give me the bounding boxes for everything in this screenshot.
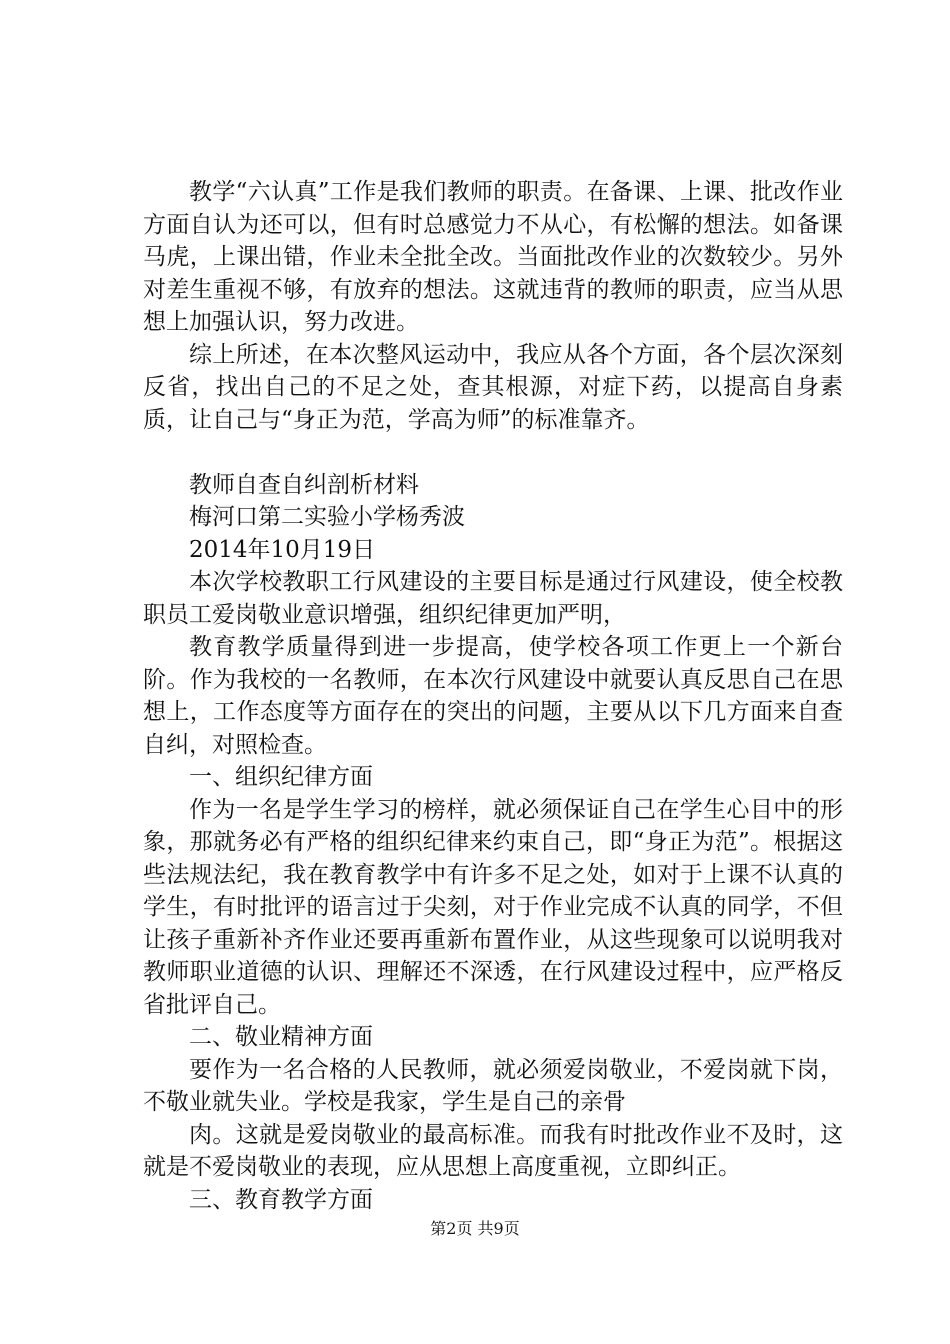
paragraph-summary: 综上所述，在本次整风运动中，我应从各个方面，各个层次深刻反省，找出自己的不足之处，查其根源，对症下药，以提高自身素质，让自己与“身正为范，学高为师”的标准靠齐。 bbox=[143, 341, 843, 433]
paragraph-dedication-2: 肉。这就是爱岗敬业的最高标准。而我有时批改作业不及时，这就是不爱岗敬业的表现，应从思想上高度重视，立即纠正。 bbox=[143, 1121, 843, 1180]
document-body bbox=[143, 176, 843, 1216]
paragraph-goal: 本次学校教职工行风建设的主要目标是通过行风建设，使全校教职员工爱岗敬业意识增强，组织纪律更加严明， bbox=[143, 569, 843, 628]
document-author: 梅河口第二实验小学杨秀波 bbox=[189, 504, 465, 530]
paragraph-discipline: 作为一名是学生学习的榜样，就必须保证自己在学生心目中的形象，那就务必有严格的组织纪律来约束自己，即“身正为范”。根据这些法规法纪，我在教育教学中有许多不足之处，如对于上课不认真的学生，有时批评的语言过于尖刻，对于作业完成不认真的同学，不但让孩子重新补齐作业还要再重新布置作业，从这些现象可以说明我对教师职业道德的认识、理解还不深透，在行风建设过程中，应严格反省批评自己。 bbox=[143, 796, 843, 1018]
paragraph-quality: 教育教学质量得到进一步提高，使学校各项工作更上一个新台阶。作为我校的一名教师，在本次行风建设中就要认真反思自己在思想上，工作态度等方面存在的突出的问题，主要从以下几方面来自查自纠，对照检查。 bbox=[143, 634, 843, 758]
section-gap bbox=[143, 436, 843, 469]
document-date: 2014年10月19日 bbox=[189, 536, 376, 563]
page-number-footer: 第2页 共9页 bbox=[430, 1219, 520, 1238]
heading-dedication: 二、敬业精神方面 bbox=[189, 1024, 373, 1050]
paragraph-dedication-1: 要作为一名合格的人民教师，就必须爱岗敬业，不爱岗就下岗，不敬业就失业。学校是我家，学生是自己的亲骨 bbox=[143, 1056, 843, 1115]
heading-discipline: 一、组织纪律方面 bbox=[189, 764, 373, 790]
document-title: 教师自查自纠剖析材料 bbox=[189, 471, 419, 498]
paragraph-six-conscientious: 教学“六认真”工作是我们教师的职责。在备课、上课、批改作业方面自认为还可以，但有时总感觉力不从心，有松懈的想法。如备课马虎，上课出错，作业未全批全改。当面批改作业的次数较少。另外对差生重视不够，有放弃的想法。这就违背的教师的职责，应当从思想上加强认识，努力改进。 bbox=[143, 179, 843, 335]
heading-teaching: 三、教育教学方面 bbox=[189, 1186, 373, 1213]
